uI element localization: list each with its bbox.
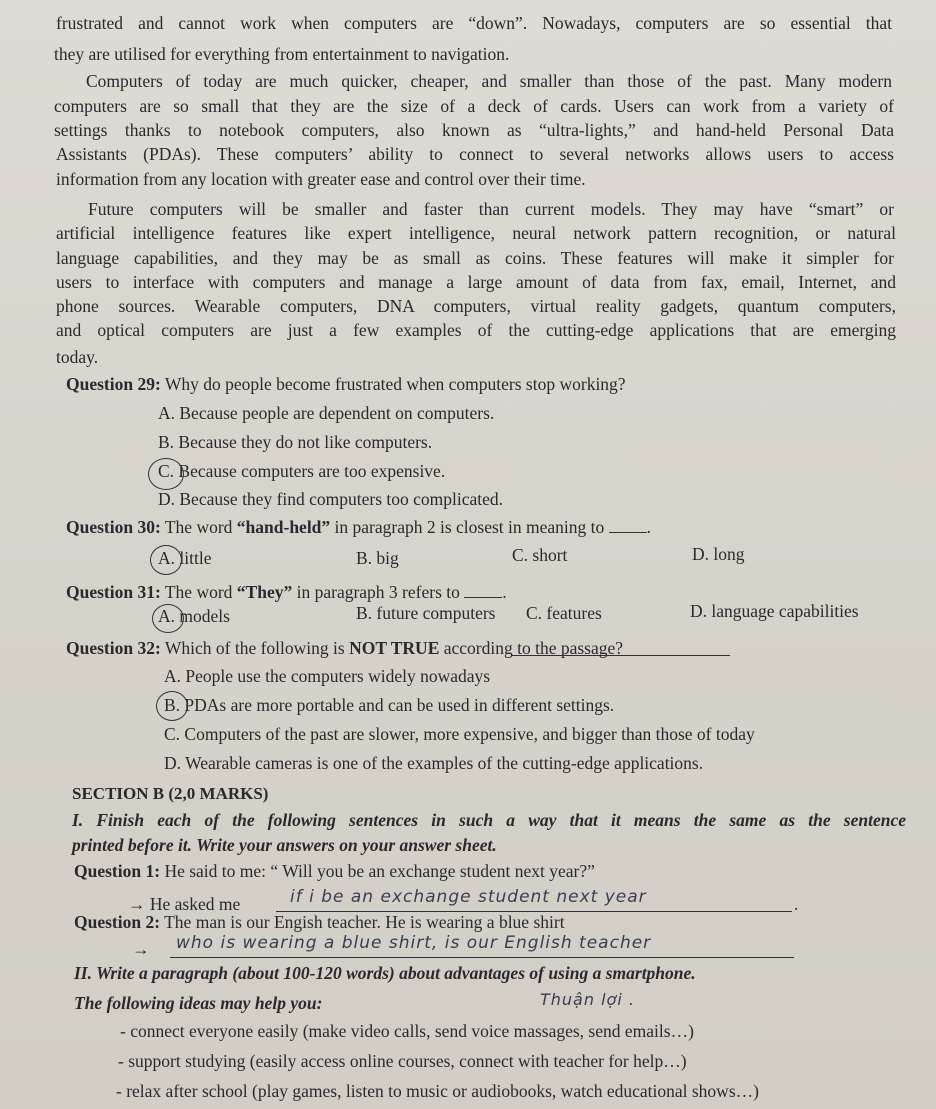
q30-stem [66, 516, 651, 538]
section-b-part2: II. Write a paragraph (about 100-120 words) about advantages of using a smartphone. [74, 963, 696, 983]
section-b-part1-line2: printed before it. Write your answers on your answer sheet. [72, 835, 497, 855]
q31-end: . [502, 582, 507, 602]
sb-q2-handwritten-answer[interactable]: who is wearing a blue shirt, is our English teacher [176, 933, 652, 953]
q31-option-a[interactable]: A. models [158, 606, 230, 626]
q31-text-post: in paragraph 3 refers to [292, 582, 465, 602]
q29-option-b[interactable]: B. Because they do not like computers. [158, 432, 433, 452]
q29-answer-circle [148, 458, 184, 490]
q31-option-b[interactable]: B. future computers [356, 603, 496, 623]
q29-label: Question 29: [66, 374, 161, 394]
q32-option-c[interactable]: C. Computers of the past are slower, more expensive, and bigger than those of today [164, 724, 755, 744]
ideas-label: The following ideas may help you: [74, 993, 323, 1013]
q29-text: Why do people become frustrated when computers stop working? [160, 374, 626, 394]
q30-blank[interactable] [609, 516, 647, 533]
sb-q1-prompt: → He asked me [128, 894, 241, 914]
sb-q2-text: The man is our Engish teacher. He is wearing a blue shirt [160, 912, 565, 932]
q31-answer-circle [152, 604, 184, 633]
idea-item-1: - connect everyone easily (make video calls, send voice massages, send emails…) [120, 1021, 694, 1041]
q30-label: Question 30: [66, 517, 161, 537]
q32-text-post: according to the passage? [439, 638, 624, 658]
q29-option-a[interactable]: A. Because people are dependent on computers. [158, 403, 495, 423]
sb-q1-label: Question 1: [74, 861, 161, 881]
sb-q1-handwritten-answer[interactable]: if i be an exchange student next year [290, 887, 647, 907]
q30-text-post: in paragraph 2 is closest in meaning to [330, 517, 609, 537]
q32-answer-circle [156, 691, 188, 721]
q30-text-pre: The word [160, 517, 237, 537]
para3-line-7: today. [56, 347, 99, 367]
q32-option-b[interactable]: B. PDAs are more portable and can be used in different settings. [164, 695, 615, 715]
q30-option-d[interactable]: D. long [692, 544, 745, 564]
para3-line-6: and optical computers are just a few examples of the cutting-edge applications that are emerging [56, 320, 896, 340]
sb-q2-arrow: → [132, 939, 150, 959]
q30-term: “hand-held” [236, 517, 331, 537]
q31-option-d[interactable]: D. language capabilities [690, 601, 859, 621]
q31-option-c[interactable]: C. features [526, 603, 602, 623]
para2-line-2: computers are so small that they are the size of a deck of cards. Users can work from a variety of [54, 96, 894, 116]
q31-text-pre: The word [160, 582, 237, 602]
intro-line-1: frustrated and cannot work when computers are “down”. Nowadays, computers are so essential that [56, 13, 892, 33]
sb-q1-text: He said to me: “ Will you be an exchange student next year?” [160, 861, 595, 881]
section-b-title: SECTION B (2,0 MARKS) [72, 784, 269, 803]
idea-item-3: - relax after school (play games, listen to music or audiobooks, watch educational shows…) [116, 1081, 759, 1101]
q30-option-c[interactable]: C. short [512, 545, 568, 565]
q32-underline [512, 655, 730, 656]
q29-option-d[interactable]: D. Because they find computers too complicated. [158, 489, 504, 509]
intro-line-2: they are utilised for everything from entertainment to navigation. [54, 44, 510, 64]
q29-option-c[interactable]: C. Because computers are too expensive. [158, 461, 446, 481]
para3-line-5: phone sources. Wearable computers, DNA computers, virtual reality gadgets, quantum computers, [56, 296, 896, 316]
sb-q1-end: . [794, 894, 799, 914]
q32-option-d[interactable]: D. Wearable cameras is one of the examples of the cutting-edge applications. [164, 753, 704, 773]
sb-q2-label: Question 2: [74, 912, 161, 932]
q30-option-b[interactable]: B. big [356, 548, 399, 568]
q32-option-a[interactable]: A. People use the computers widely nowadays [164, 666, 491, 686]
para3-line-2: artificial intelligence features like expert intelligence, neural network pattern recognition, or natural [56, 223, 896, 243]
idea-item-2: - support studying (easily access online courses, connect with teacher for help…) [118, 1051, 687, 1071]
q31-term: “They” [236, 582, 293, 602]
q32-term: NOT TRUE [349, 638, 440, 658]
q31-stem [66, 581, 507, 603]
q32-text-pre: Which of the following is [160, 638, 350, 658]
section-b-part1-line1: I. Finish each of the following sentences in such a way that it means the same as the sentence [72, 810, 906, 830]
q30-end: . [646, 517, 652, 537]
q30-answer-circle [150, 545, 182, 575]
ideas-handwritten-note: Thuận lợi . [540, 990, 635, 1009]
sb-q2-stem [74, 911, 565, 933]
q30-option-a[interactable]: A. little [158, 548, 212, 568]
para2-line-1: Computers of today are much quicker, cheaper, and smaller than those of the past. Many modern [86, 71, 892, 91]
para2-line-3: settings thanks to notebook computers, also known as “ultra-lights,” and hand-held Personal Data [54, 120, 894, 140]
para2-line-5: information from any location with greater ease and control over their time. [56, 169, 586, 189]
q29-stem [66, 373, 626, 395]
sb-q1-stem [74, 860, 595, 882]
q31-label: Question 31: [66, 582, 161, 602]
para3-line-1: Future computers will be smaller and faster than current models. They may have “smart” or [88, 199, 894, 219]
para3-line-3: language capabilities, and they may be as small as coins. These features will make it simpler for [56, 248, 894, 268]
sb-q2-answer-line [170, 957, 794, 958]
q31-blank[interactable] [464, 581, 502, 598]
para3-line-4: users to interface with computers and manage a large amount of data from fax, email, Internet, and [56, 272, 896, 292]
para2-line-4: Assistants (PDAs). These computers’ ability to connect to several networks allows users to access [56, 144, 894, 164]
q32-label: Question 32: [66, 638, 161, 658]
